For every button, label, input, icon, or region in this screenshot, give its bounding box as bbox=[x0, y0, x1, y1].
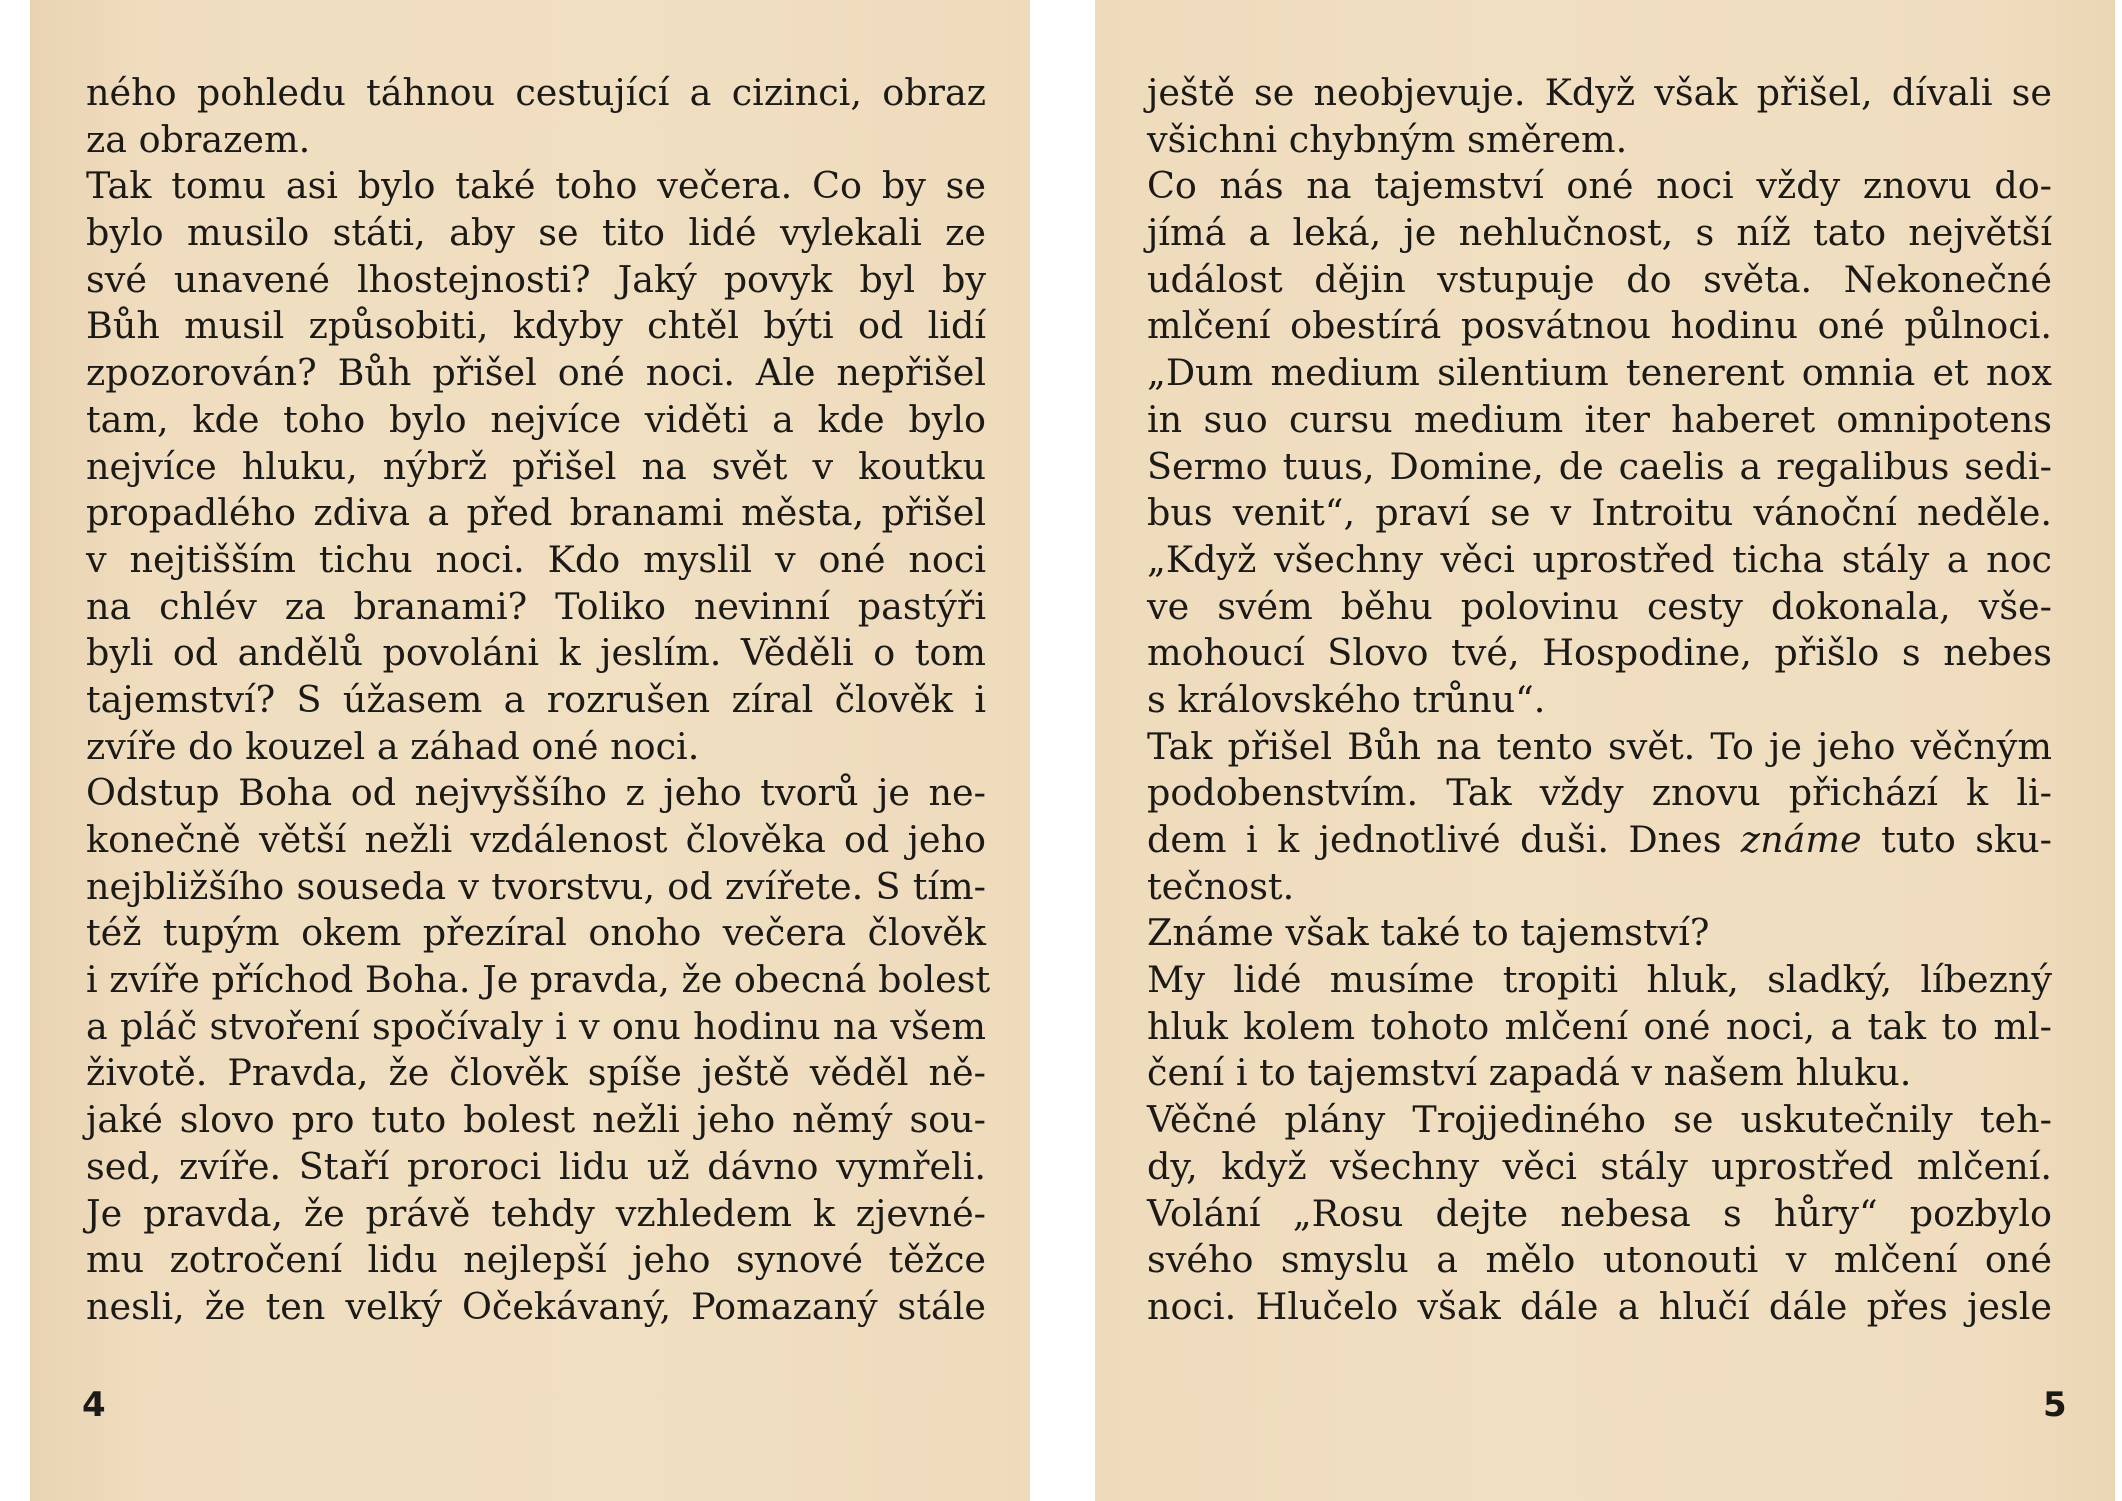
text-line: tam, kde toho bylo nejvíce viděti a kde bylo bbox=[86, 397, 986, 441]
text-line: Známe však také to tajemství? bbox=[1147, 911, 1710, 955]
text-line: své unavené lhostejnosti? Jaký povyk byl by bbox=[86, 257, 986, 301]
page-number: 4 bbox=[82, 1385, 106, 1425]
text-line: hluk kolem tohoto mlčení oné noci, a tak to ml- bbox=[1147, 1004, 2052, 1048]
emphasized-word: známe bbox=[1740, 818, 1862, 861]
left-page-text bbox=[86, 70, 991, 1331]
text-line: noci. Hlučelo však dále a hlučí dále přes jesle bbox=[1147, 1284, 2052, 1328]
text-line: životě. Pravda, že člověk spíše ještě věděl ně- bbox=[86, 1051, 986, 1095]
text-line: „Když všechny věci uprostřed ticha stály a noc bbox=[1147, 537, 2052, 581]
text-line: čení i to tajemství zapadá v našem hluku. bbox=[1147, 1051, 1912, 1095]
text-line: mohoucí Slovo tvé, Hospodine, přišlo s nebes bbox=[1147, 631, 2052, 675]
text-line: Tak tomu asi bylo také toho večera. Co by se bbox=[86, 164, 986, 208]
text-line: za obrazem. bbox=[86, 117, 311, 161]
text-line: Volání „Rosu dejte nebesa s hůry“ pozbylo bbox=[1147, 1191, 2052, 1235]
text-line: ve svém běhu polovinu cesty dokonala, vše- bbox=[1147, 584, 2052, 628]
text-line: konečně větší nežli vzdálenost člověka od jeho bbox=[86, 818, 986, 861]
text-line: bylo musilo státi, aby se tito lidé vylekali ze bbox=[86, 211, 986, 255]
text-line: zpozorován? Bůh přišel oné noci. Ale nepřišel bbox=[86, 351, 986, 395]
text-line: bus venit“, praví se v Introitu vánoční neděle. bbox=[1147, 491, 2052, 535]
text-line: tečnost. bbox=[1147, 864, 1295, 908]
text-line: svého smyslu a mělo utonouti v mlčení oné bbox=[1147, 1238, 2052, 1282]
text-line: ného pohledu táhnou cestující a cizinci, obraz bbox=[86, 71, 986, 114]
text-line: Sermo tuus, Domine, de caelis a regalibus sedi- bbox=[1147, 444, 2052, 488]
text-line: událost dějin vstupuje do světa. Nekonečné bbox=[1147, 257, 2052, 301]
text-line: nejbližšího souseda v tvorstvu, od zvířete. S tím- bbox=[86, 864, 986, 908]
text-line: ještě se neobjevuje. Když však přišel, dívali se bbox=[1147, 71, 2052, 114]
text-line: Bůh musil způsobiti, kdyby chtěl býti od lidí bbox=[86, 304, 986, 348]
text-line emphasized-line: dem i k jednotlivé duši. Dnes známe tuto sku- bbox=[1147, 818, 2053, 861]
right-page bbox=[1095, 0, 2115, 1501]
text-line: jaké slovo pro tuto bolest nežli jeho němý sou- bbox=[86, 1098, 986, 1142]
text-line: též tupým okem přezíral onoho večera člověk bbox=[86, 911, 986, 955]
text-line: podobenstvím. Tak vždy znovu přichází k li- bbox=[1147, 771, 2052, 815]
text-line: v nejtišším tichu noci. Kdo myslil v oné noci bbox=[86, 537, 986, 581]
text-line: My lidé musíme tropiti hluk, sladký, líbezný bbox=[1147, 958, 2052, 1002]
text-line: Je pravda, že právě tehdy vzhledem k zjevné- bbox=[86, 1191, 986, 1235]
text-line: propadlého zdiva a před branami města, přišel bbox=[86, 491, 986, 535]
text-line: Odstup Boha od nejvyššího z jeho tvorů je ne- bbox=[86, 771, 986, 815]
text-line: jímá a leká, je nehlučnost, s níž tato největší bbox=[1147, 211, 2052, 255]
right-page-text bbox=[1147, 70, 2052, 1331]
text-line: nejvíce hluku, nýbrž přišel na svět v koutku bbox=[86, 444, 986, 488]
text-line: Co nás na tajemství oné noci vždy znovu do- bbox=[1147, 164, 2052, 208]
text-line: i zvíře příchod Boha. Je pravda, že obecná bolest bbox=[86, 958, 991, 1002]
text-line: nesli, že ten velký Očekávaný, Pomazaný stále bbox=[86, 1284, 986, 1328]
text-line: sed, zvíře. Staří proroci lidu už dávno vymřeli. bbox=[86, 1144, 986, 1188]
page-number: 5 bbox=[2043, 1385, 2067, 1425]
text-line: zvíře do kouzel a záhad oné noci. bbox=[86, 724, 700, 768]
text-line: „Dum medium silentium tenerent omnia et nox bbox=[1147, 351, 2052, 395]
text-line: na chlév za branami? Toliko nevinní pastýři bbox=[86, 584, 986, 628]
text-line: Věčné plány Trojjediného se uskutečnily teh- bbox=[1147, 1098, 2052, 1142]
text-line: tajemství? S úžasem a rozrušen zíral člověk i bbox=[86, 677, 986, 721]
left-page bbox=[30, 0, 1030, 1501]
text-line: s královského trůnu“. bbox=[1147, 677, 1546, 721]
text-line: a pláč stvoření spočívaly i v onu hodinu na všem bbox=[86, 1004, 986, 1048]
text-line: in suo cursu medium iter haberet omnipotens bbox=[1147, 397, 2052, 441]
text-line: byli od andělů povoláni k jeslím. Věděli o tom bbox=[86, 631, 986, 675]
text-line: všichni chybným směrem. bbox=[1147, 117, 1628, 161]
text-line: mu zotročení lidu nejlepší jeho synové těžce bbox=[86, 1238, 986, 1282]
text-line: dy, když všechny věci stály uprostřed mlčení. bbox=[1147, 1144, 2052, 1188]
text-line: Tak přišel Bůh na tento svět. To je jeho věčným bbox=[1147, 724, 2052, 768]
text-line: mlčení obestírá posvátnou hodinu oné půlnoci. bbox=[1147, 304, 2052, 348]
